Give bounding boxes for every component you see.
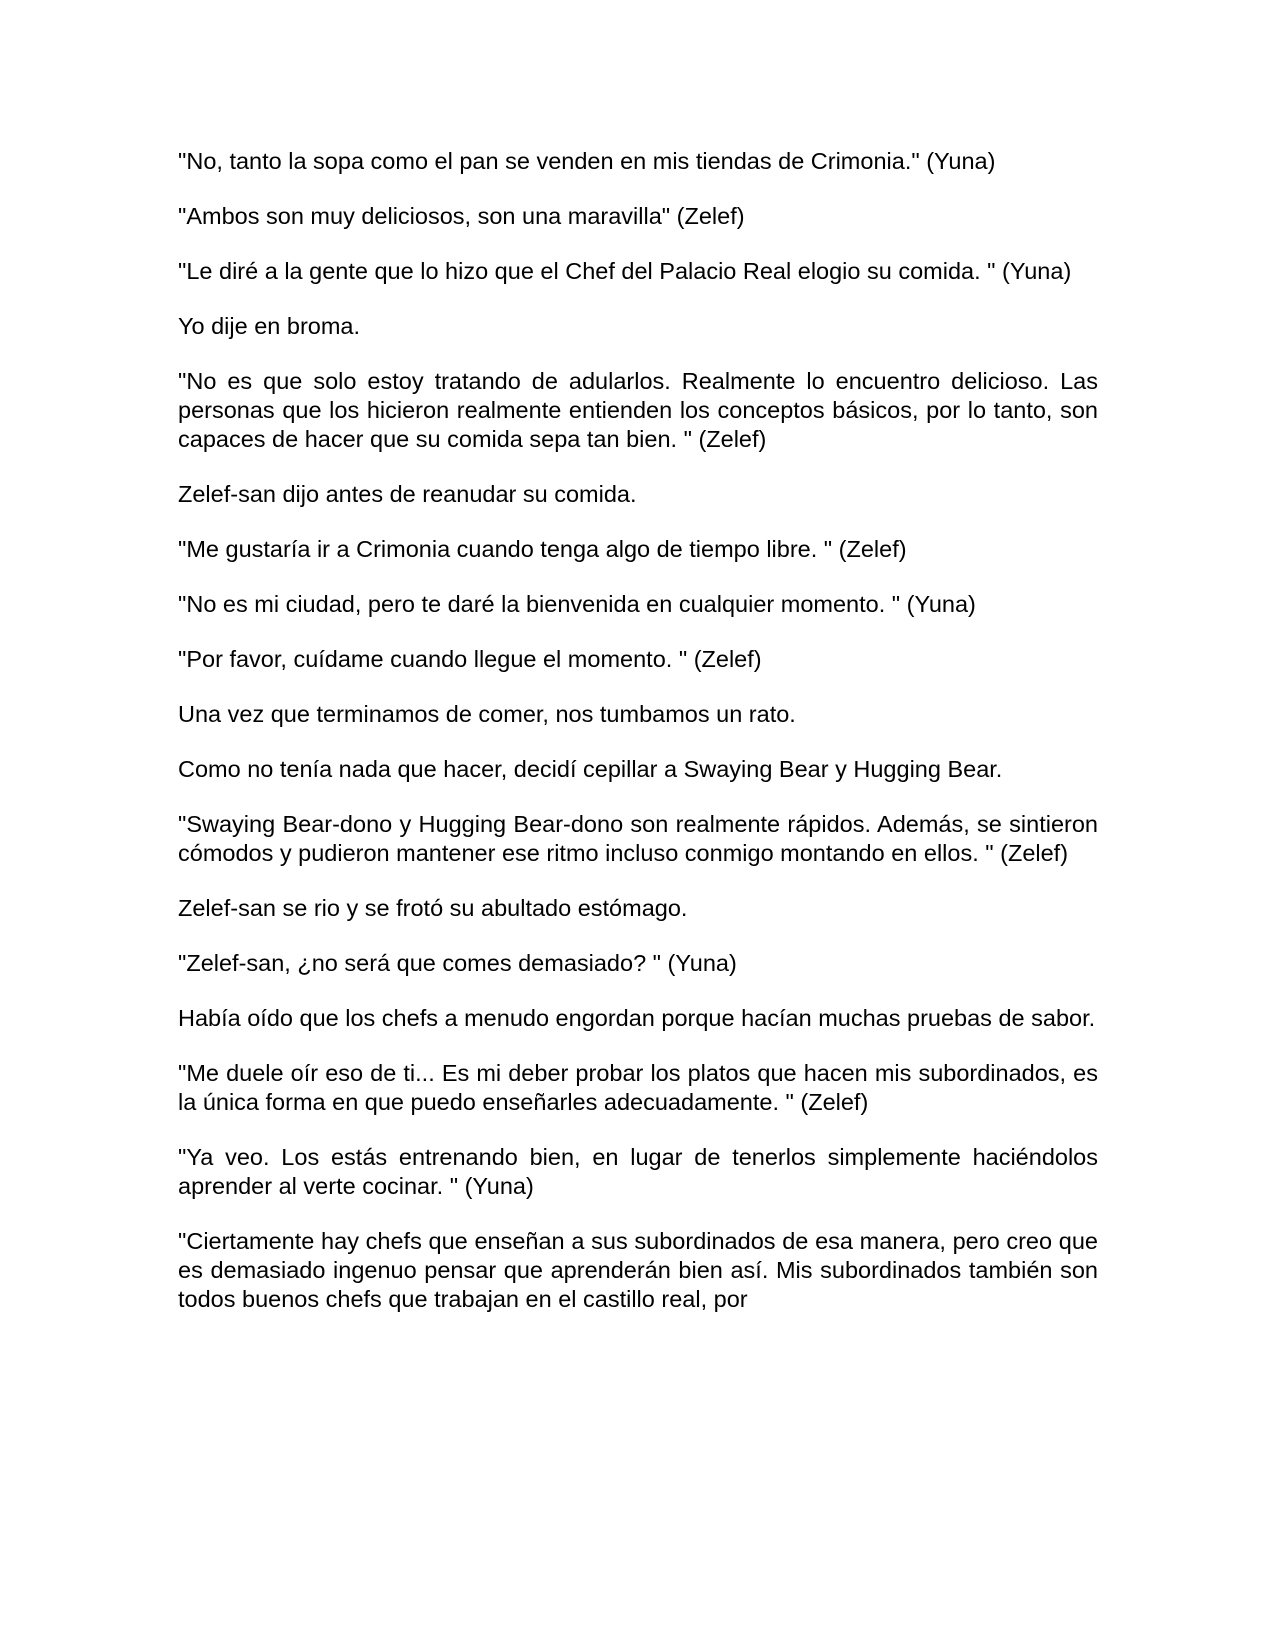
paragraph: Como no tenía nada que hacer, decidí cepillar a Swaying Bear y Hugging Bear.	[178, 756, 1003, 782]
paragraph: "Por favor, cuídame cuando llegue el momento. " (Zelef)	[178, 646, 762, 672]
paragraph: "No es que solo estoy tratando de adularlos. Realmente lo encuentro delicioso. Las personas que los hicieron realmente entienden los conceptos básicos, por lo tanto, son capaces de hacer que su comida sepa tan bien. " (Zelef)	[178, 368, 1098, 452]
paragraph: Yo dije en broma.	[178, 313, 361, 339]
text-column	[178, 147, 1098, 1340]
paragraph: Una vez que terminamos de comer, nos tumbamos un rato.	[178, 701, 796, 727]
paragraph: "Ya veo. Los estás entrenando bien, en lugar de tenerlos simplemente haciéndolos aprender al verte cocinar. " (Yuna)	[178, 1144, 1098, 1199]
paragraph: "Zelef-san, ¿no será que comes demasiado? " (Yuna)	[178, 950, 737, 976]
paragraph: "No es mi ciudad, pero te daré la bienvenida en cualquier momento. " (Yuna)	[178, 591, 976, 617]
paragraph: Zelef-san dijo antes de reanudar su comida.	[178, 481, 637, 507]
paragraph: "Ambos son muy deliciosos, son una maravilla" (Zelef)	[178, 203, 745, 229]
paragraph: Había oído que los chefs a menudo engordan porque hacían muchas pruebas de sabor.	[178, 1005, 1096, 1031]
paragraph: "Ciertamente hay chefs que enseñan a sus subordinados de esa manera, pero creo que es demasiado ingenuo pensar que aprenderán bien así. Mis subordinados también son todos buenos chefs que trabajan en el castillo real, por	[178, 1228, 1098, 1312]
paragraph: "Le diré a la gente que lo hizo que el Chef del Palacio Real elogio su comida. " (Yuna)	[178, 258, 1072, 284]
paragraph: "Swaying Bear-dono y Hugging Bear-dono son realmente rápidos. Además, se sintieron cómodos y pudieron mantener ese ritmo incluso conmigo montando en ellos. " (Zelef)	[178, 811, 1098, 866]
paragraph: Zelef-san se rio y se frotó su abultado estómago.	[178, 895, 688, 921]
paragraph: "No, tanto la sopa como el pan se venden en mis tiendas de Crimonia." (Yuna)	[178, 148, 996, 174]
paragraph: "Me gustaría ir a Crimonia cuando tenga algo de tiempo libre. " (Zelef)	[178, 536, 907, 562]
paragraph: "Me duele oír eso de ti... Es mi deber probar los platos que hacen mis subordinados, es la única forma en que puedo enseñarles adecuadamente. " (Zelef)	[178, 1060, 1098, 1115]
